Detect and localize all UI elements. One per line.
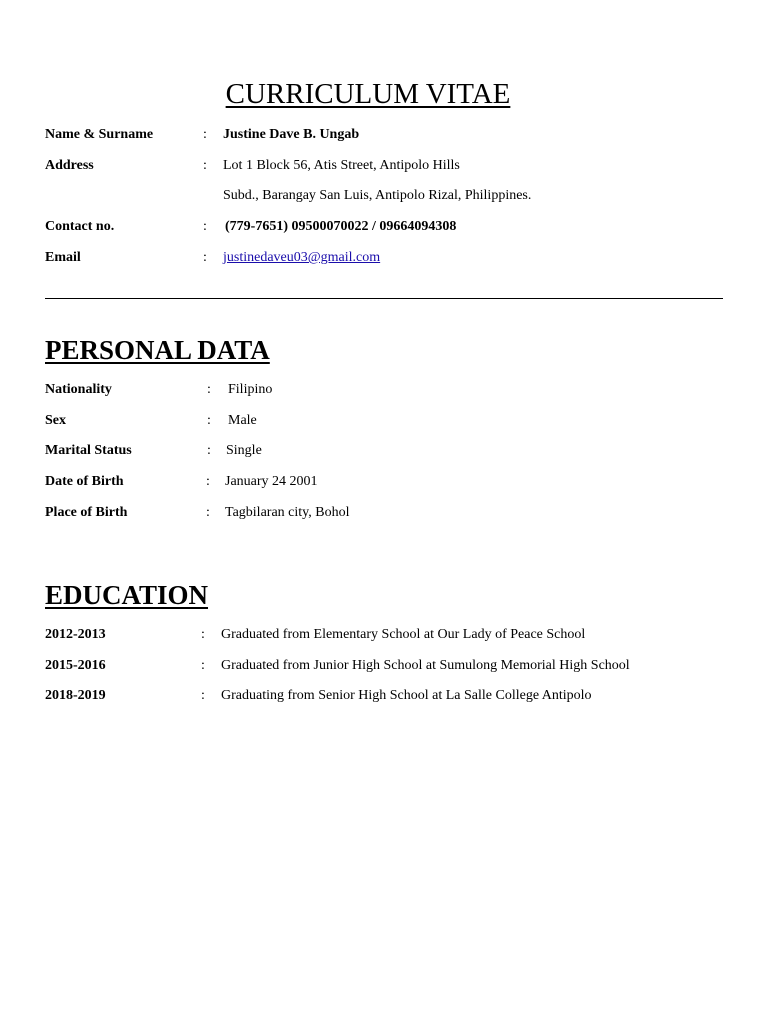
education-detail: Graduated from Elementary School at Our Lady of Peace School [221, 627, 586, 642]
name-row [0, 124, 768, 146]
contact-label: Contact no. [45, 219, 115, 234]
place-of-birth-separator: : [206, 505, 210, 520]
address-line-1: Lot 1 Block 56, Atis Street, Antipolo Hills [223, 158, 460, 173]
education-row [0, 655, 768, 677]
email-row [0, 247, 768, 269]
address-row-continued [0, 185, 768, 207]
address-separator: : [203, 158, 207, 173]
date-of-birth-value: January 24 2001 [225, 474, 318, 489]
education-year: 2012-2013 [45, 627, 106, 642]
education-detail: Graduated from Junior High School at Sumulong Memorial High School [221, 658, 630, 673]
education-year: 2015-2016 [45, 658, 106, 673]
personal-row-nationality [0, 379, 768, 401]
education-row [0, 624, 768, 646]
address-row [0, 155, 768, 177]
education-separator: : [201, 688, 205, 703]
contact-row [0, 216, 768, 238]
email-label: Email [45, 250, 81, 265]
place-of-birth-value: Tagbilaran city, Bohol [225, 505, 350, 520]
education-separator: : [201, 627, 205, 642]
address-line-2: Subd., Barangay San Luis, Antipolo Rizal, Philippines. [223, 188, 532, 203]
marital-status-label: Marital Status [45, 443, 132, 458]
education-detail: Graduating from Senior High School at La Salle College Antipolo [221, 688, 592, 703]
name-value: Justine Dave B. Ungab [223, 127, 360, 142]
address-label: Address [45, 158, 94, 173]
education-year: 2018-2019 [45, 688, 106, 703]
personal-data-heading: PERSONAL DATA [45, 335, 270, 365]
date-of-birth-label: Date of Birth [45, 474, 124, 489]
education-heading: EDUCATION [45, 580, 209, 610]
education-row [0, 685, 768, 707]
contact-value: (779-7651) 09500070022 / 09664094308 [225, 219, 457, 234]
contact-separator: : [203, 219, 207, 234]
personal-row-place-of-birth [0, 502, 768, 524]
document-title: CURRICULUM VITAE [225, 78, 511, 110]
marital-status-separator: : [207, 443, 211, 458]
email-link[interactable]: justinedaveu03@gmail.com [223, 250, 381, 265]
name-label: Name & Surname [45, 127, 154, 142]
date-of-birth-separator: : [206, 474, 210, 489]
personal-row-marital-status [0, 440, 768, 462]
email-separator: : [203, 250, 207, 265]
nationality-value: Filipino [228, 382, 273, 397]
name-separator: : [203, 127, 207, 142]
personal-row-date-of-birth [0, 471, 768, 493]
sex-value: Male [228, 413, 257, 428]
place-of-birth-label: Place of Birth [45, 505, 128, 520]
personal-row-sex [0, 410, 768, 432]
education-separator: : [201, 658, 205, 673]
sex-separator: : [207, 413, 211, 428]
horizontal-divider [45, 298, 723, 299]
sex-label: Sex [45, 413, 66, 428]
nationality-label: Nationality [45, 382, 112, 397]
marital-status-value: Single [226, 443, 262, 458]
nationality-separator: : [207, 382, 211, 397]
